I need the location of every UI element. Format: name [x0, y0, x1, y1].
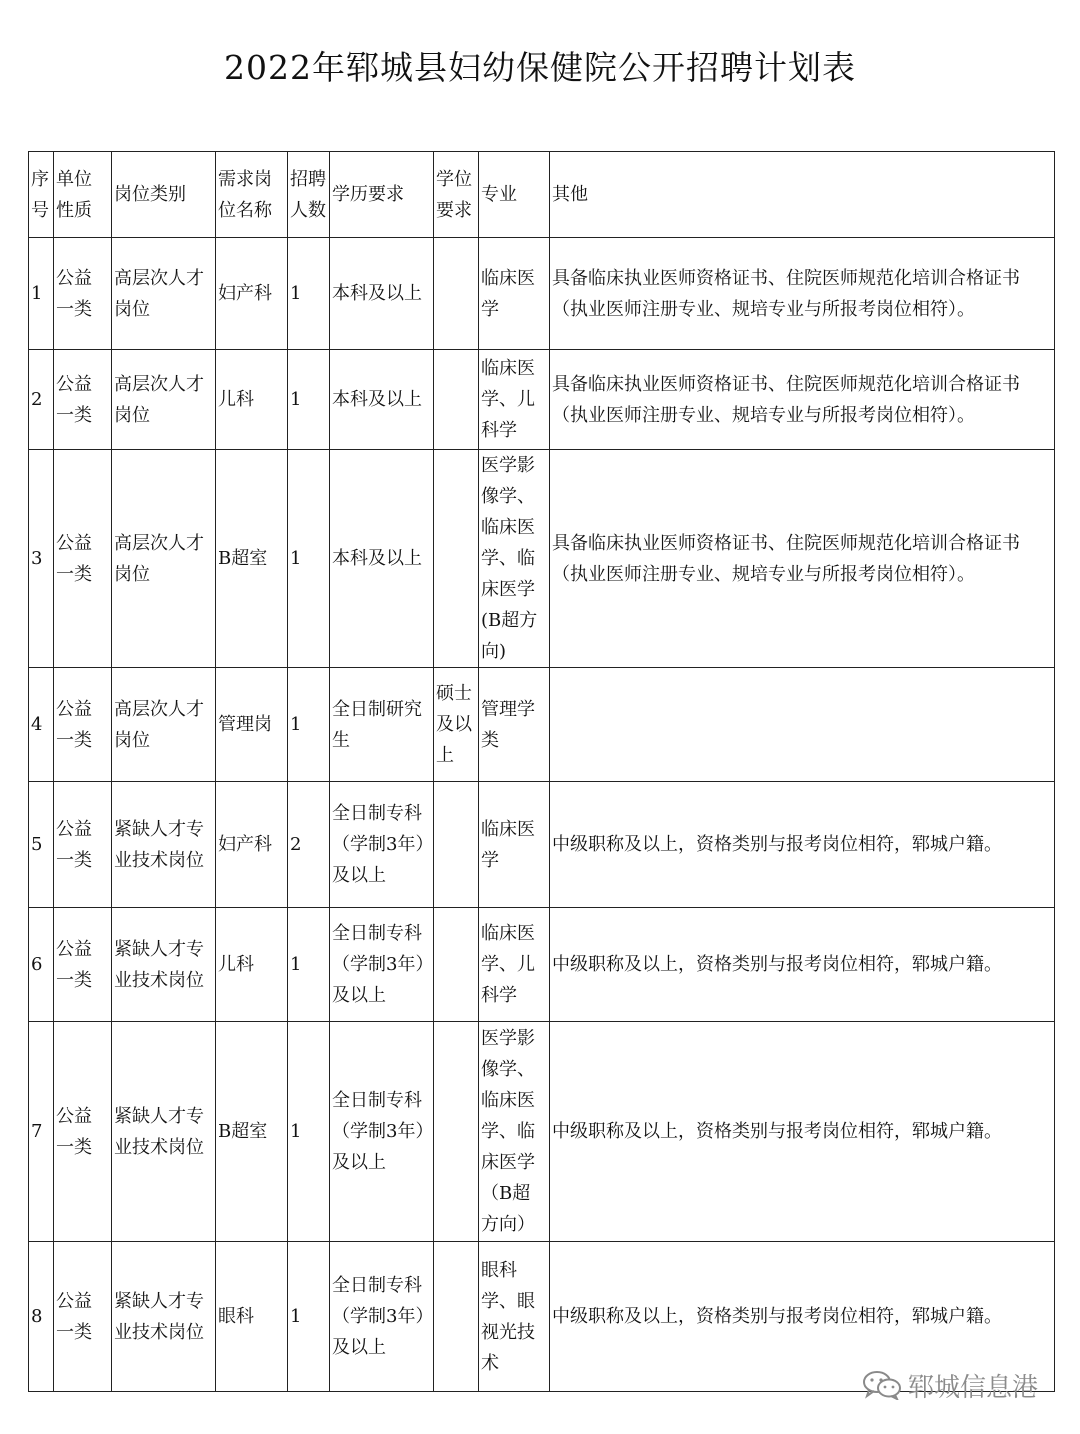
cell-education: 本科及以上: [330, 350, 434, 450]
cell-seq: 7: [29, 1022, 54, 1242]
cell-unit-type: 公益一类: [54, 1242, 112, 1392]
cell-post-category: 紧缺人才专业技术岗位: [112, 908, 216, 1022]
header-count: 招聘人数: [288, 152, 330, 238]
cell-major: 管理学类: [479, 668, 550, 782]
cell-other: 中级职称及以上，资格类别与报考岗位相符，郓城户籍。: [550, 782, 1055, 908]
cell-seq: 3: [29, 450, 54, 668]
cell-seq: 5: [29, 782, 54, 908]
cell-education: 本科及以上: [330, 238, 434, 350]
cell-unit-type: 公益一类: [54, 782, 112, 908]
cell-education: 全日制专科（学制3年）及以上: [330, 1022, 434, 1242]
cell-seq: 6: [29, 908, 54, 1022]
cell-other: 具备临床执业医师资格证书、住院医师规范化培训合格证书（执业医师注册专业、规培专业与所报考岗位相符）。: [550, 450, 1055, 668]
table-row: [29, 782, 1055, 908]
cell-unit-type: 公益一类: [54, 668, 112, 782]
cell-count: 1: [288, 350, 330, 450]
cell-post-category: 高层次人才岗位: [112, 668, 216, 782]
cell-post-category: 紧缺人才专业技术岗位: [112, 1242, 216, 1392]
cell-major: 医学影像学、临床医学、临床医学（B超方向）: [479, 1022, 550, 1242]
wechat-icon: [862, 1370, 902, 1400]
cell-education: 全日制研究生: [330, 668, 434, 782]
header-other: 其他: [550, 152, 1055, 238]
cell-count: 1: [288, 238, 330, 350]
cell-major: 眼科学、眼视光技术: [479, 1242, 550, 1392]
cell-count: 1: [288, 668, 330, 782]
cell-degree: [434, 1022, 479, 1242]
table-row: [29, 1022, 1055, 1242]
cell-count: 1: [288, 450, 330, 668]
watermark: [862, 1367, 1038, 1403]
cell-other: 中级职称及以上，资格类别与报考岗位相符，郓城户籍。: [550, 1022, 1055, 1242]
cell-post-name: 眼科: [216, 1242, 288, 1392]
cell-post-name: 妇产科: [216, 238, 288, 350]
cell-post-name: B超室: [216, 1022, 288, 1242]
cell-count: 1: [288, 1242, 330, 1392]
cell-post-category: 高层次人才岗位: [112, 238, 216, 350]
cell-seq: 4: [29, 668, 54, 782]
header-post-name: 需求岗位名称: [216, 152, 288, 238]
cell-post-category: 紧缺人才专业技术岗位: [112, 1022, 216, 1242]
cell-other: [550, 668, 1055, 782]
table-row: [29, 350, 1055, 450]
header-degree: 学位要求: [434, 152, 479, 238]
cell-education: 全日制专科（学制3年）及以上: [330, 908, 434, 1022]
cell-degree: [434, 908, 479, 1022]
cell-degree: 硕士及以上: [434, 668, 479, 782]
recruitment-plan-table: [28, 151, 1055, 1392]
cell-major: 临床医学: [479, 238, 550, 350]
cell-education: 全日制专科（学制3年）及以上: [330, 782, 434, 908]
header-seq: 序号: [29, 152, 54, 238]
cell-unit-type: 公益一类: [54, 238, 112, 350]
cell-degree: [434, 238, 479, 350]
cell-major: 临床医学、儿科学: [479, 350, 550, 450]
cell-count: 1: [288, 908, 330, 1022]
cell-post-category: 紧缺人才专业技术岗位: [112, 782, 216, 908]
cell-post-name: B超室: [216, 450, 288, 668]
header-education: 学历要求: [330, 152, 434, 238]
cell-other: 中级职称及以上，资格类别与报考岗位相符，郓城户籍。: [550, 908, 1055, 1022]
cell-other: 具备临床执业医师资格证书、住院医师规范化培训合格证书（执业医师注册专业、规培专业与所报考岗位相符）。: [550, 350, 1055, 450]
cell-count: 2: [288, 782, 330, 908]
cell-other: 具备临床执业医师资格证书、住院医师规范化培训合格证书（执业医师注册专业、规培专业与所报考岗位相符）。: [550, 238, 1055, 350]
table-header-row: [29, 152, 1055, 238]
cell-post-category: 高层次人才岗位: [112, 450, 216, 668]
header-post-category: 岗位类别: [112, 152, 216, 238]
header-unit-type: 单位性质: [54, 152, 112, 238]
cell-post-name: 妇产科: [216, 782, 288, 908]
cell-degree: [434, 450, 479, 668]
cell-degree: [434, 782, 479, 908]
watermark-text: 郓城信息港: [908, 1372, 1039, 1403]
cell-degree: [434, 350, 479, 450]
cell-unit-type: 公益一类: [54, 1022, 112, 1242]
cell-education: 本科及以上: [330, 450, 434, 668]
cell-major: 医学影像学、临床医学、临床医学(B超方向): [479, 450, 550, 668]
cell-post-name: 管理岗: [216, 668, 288, 782]
cell-degree: [434, 1242, 479, 1392]
cell-major: 临床医学: [479, 782, 550, 908]
cell-seq: 2: [29, 350, 54, 450]
cell-post-category: 高层次人才岗位: [112, 350, 216, 450]
header-major: 专业: [479, 152, 550, 238]
cell-other: 中级职称及以上，资格类别与报考岗位相符，郓城户籍。: [550, 1242, 1055, 1392]
cell-major: 临床医学、儿科学: [479, 908, 550, 1022]
cell-post-name: 儿科: [216, 908, 288, 1022]
cell-unit-type: 公益一类: [54, 908, 112, 1022]
table-row: [29, 908, 1055, 1022]
cell-education: 全日制专科（学制3年）及以上: [330, 1242, 434, 1392]
cell-seq: 1: [29, 238, 54, 350]
cell-unit-type: 公益一类: [54, 450, 112, 668]
cell-count: 1: [288, 1022, 330, 1242]
page-title: 2022年郓城县妇幼保健院公开招聘计划表: [224, 48, 856, 87]
table-row: [29, 238, 1055, 350]
table-row: [29, 668, 1055, 782]
cell-post-name: 儿科: [216, 350, 288, 450]
cell-seq: 8: [29, 1242, 54, 1392]
cell-unit-type: 公益一类: [54, 350, 112, 450]
table-row: [29, 450, 1055, 668]
